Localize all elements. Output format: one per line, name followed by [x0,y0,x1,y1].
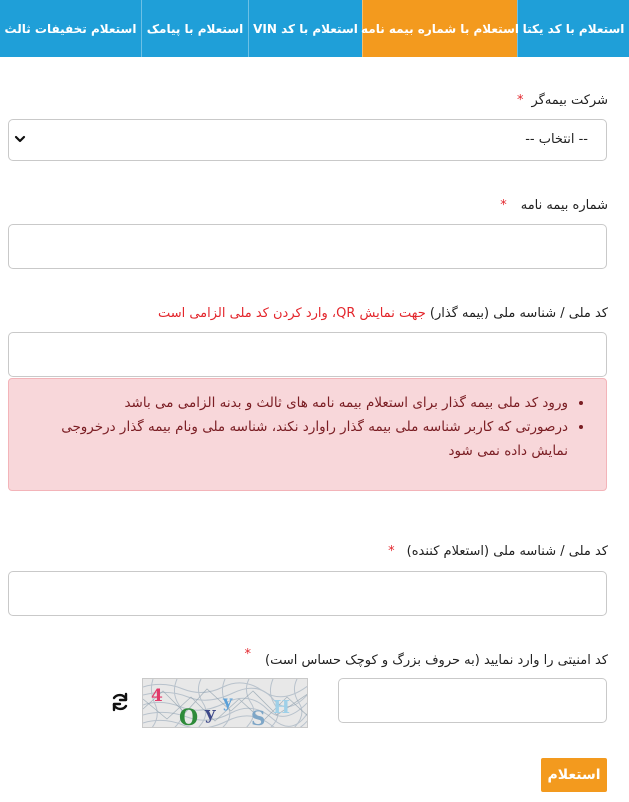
insured-id-input[interactable] [8,332,607,377]
alert-item: • درصورتی که کاربر شناسه ملی بیمه گذار راوارد نکند، شناسه ملی ونام بیمه گذار درخروجی نمایش داده نمی شود [33,415,568,463]
policy-number-label: شماره بیمه نامه [520,198,608,213]
insurer-label: شرکت بیمه‌گر [531,93,608,108]
inquirer-id-label-row [388,544,608,559]
required-mark: * [388,544,395,559]
tab-bar [0,0,629,57]
captcha-image [142,678,308,728]
tab-third-party-discounts[interactable]: استعلام تخفیفات ثالث [4,21,137,36]
submit-inquiry-button[interactable]: استعلام [541,758,607,792]
inquirer-id-input[interactable] [8,571,607,616]
insurer-select-value: -- انتخاب -- [525,132,588,147]
captcha-char: O [179,705,199,728]
inquirer-id-label: کد ملی / شناسه ملی (استعلام کننده) [406,544,608,559]
tab-inquiry-by-policy-number[interactable]: استعلام با شماره بیمه نامه [362,0,517,57]
captcha-label: کد امنیتی را وارد نمایید (به حروف بزرگ و کوچک حساس است) [265,653,608,668]
insurer-select[interactable] [8,119,607,161]
info-alert [8,378,607,491]
refresh-icon[interactable] [109,691,131,713]
tab-inquiry-by-unique-code[interactable]: استعلام با کد یکتا [517,0,629,57]
tab-inquiry-by-sms[interactable]: استعلام با پیامک [141,0,248,57]
captcha-input[interactable] [338,678,607,723]
chevron-down-icon [13,132,27,146]
captcha-noise [143,679,308,728]
alert-item: • ورود کد ملی بیمه گذار برای استعلام بیمه نامه های ثالث و بدنه الزامی می باشد [33,391,568,415]
captcha-char: y [223,692,233,711]
required-mark: * [516,93,524,108]
insurer-label-row [517,93,608,108]
captcha-char: 4 [151,686,163,706]
policy-number-input[interactable] [8,224,607,269]
required-mark: * [500,198,507,213]
insured-id-label-row [158,306,608,321]
captcha-char: S [251,706,266,728]
captcha-char: H [273,697,291,718]
policy-number-label-row [500,198,608,213]
insured-id-note: جهت نمایش QR، وارد کردن کد ملی الزامی است [157,306,426,321]
captcha-char: y [205,703,216,724]
captcha-label-row [244,647,608,668]
tab-inquiry-by-vin[interactable]: استعلام با کد VIN [248,0,362,57]
required-mark: * [244,647,252,662]
insured-id-label: کد ملی / شناسه ملی (بیمه گذار) [429,306,608,321]
